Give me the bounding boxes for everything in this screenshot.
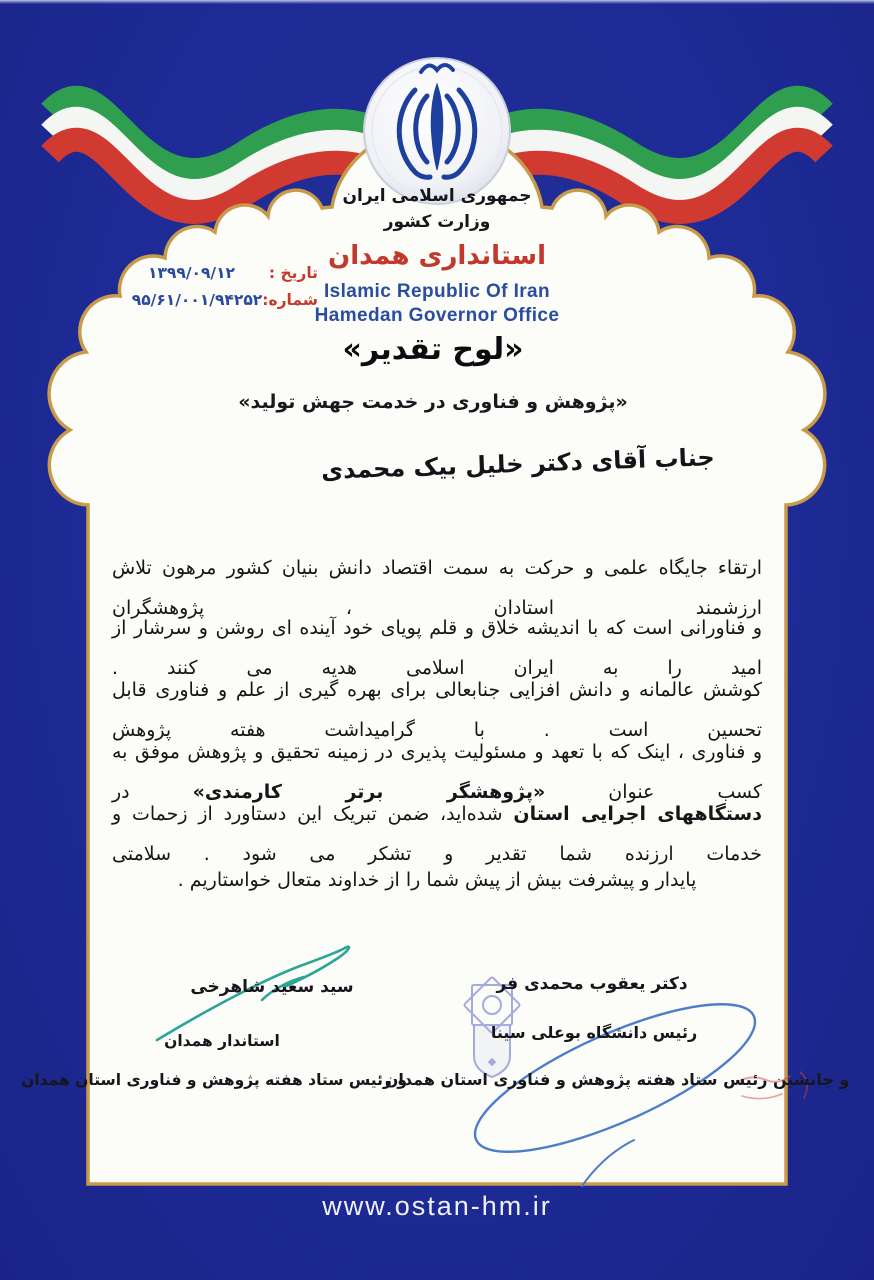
signatory-right-name: دکتر یعقوب محمدی فر bbox=[496, 974, 688, 994]
signatory-right-role-2: و جانشین رئیس ستاد هفته پژوهش و فناوری استان همدان bbox=[384, 1070, 850, 1089]
signatory-left-name: سید سعید شاهرخی bbox=[190, 977, 354, 997]
body-line-3: کوشش عالمانه و دانش افزایی جنابعالی برای بهره گیری از علم و فناوری قابل تحسین است . با گرامیداشت هفته پژوهش bbox=[112, 679, 762, 741]
signatory-left-role-1: استاندار همدان bbox=[164, 1032, 280, 1050]
date-value: ۱۳۹۹/۰۹/۱۲ bbox=[148, 264, 236, 282]
number-value: ۹۵/۶۱/۰۰۱/۹۴۲۵۲ bbox=[131, 291, 263, 309]
date-label: تاریخ : bbox=[268, 264, 318, 282]
date-row bbox=[148, 260, 318, 287]
iran-emblem-medallion bbox=[364, 58, 510, 204]
signatory-left-role-2: و رئیس ستاد هفته پژوهش و فناوری استان همدان bbox=[21, 1071, 407, 1089]
award-title-highlight: «پژوهشگر برتر کارمندی» bbox=[192, 781, 546, 803]
body-line-4-pre: و فناوری ، اینک که با تعهد و مسئولیت پذیری در زمینه تحقیق و پژوهش موفق به کسب عنوان bbox=[112, 741, 762, 803]
website-url: www.ostan-hm.ir bbox=[322, 1191, 552, 1221]
signatory-right-role-1: رئیس دانشگاه بوعلی سینا bbox=[490, 1023, 698, 1042]
body-line-6: پایدار و پیشرفت بیش از پیش شما را از خداوند متعال خواستاریم . bbox=[177, 869, 697, 891]
body-line-2: و فناورانی است که با اندیشه خلاق و قلم پویای خود آینده ای روشن و سرشار از امید را به ایران اسلامی هدیه می کنند . bbox=[112, 617, 762, 679]
scan-edge-artifact bbox=[0, 0, 874, 4]
certificate-slogan: «پژوهش و فناوری در خدمت جهش تولید» bbox=[238, 391, 628, 413]
governor-office-en: Hamedan Governor Office bbox=[314, 305, 560, 326]
number-row bbox=[131, 287, 318, 314]
country-name-en: Islamic Republic Of Iran bbox=[323, 281, 551, 302]
body-line-1: ارتقاء جایگاه علمی و حرکت به سمت اقتصاد دانش بنیان کشور مرهون تلاش ارزشمند استادان ، پژوهشگران bbox=[112, 557, 762, 619]
number-label: شماره: bbox=[262, 291, 318, 309]
governor-office-fa: استانداری همدان bbox=[328, 241, 546, 271]
recipient-name: جناب آقای دکتر خلیل بیک محمدی bbox=[320, 443, 716, 485]
ministry-name-fa: وزارت کشور bbox=[383, 212, 491, 232]
country-name-fa: جمهوری اسلامی ایران bbox=[342, 186, 532, 206]
body-line-4-post: در bbox=[112, 781, 193, 803]
certificate-title: «لوح تقدیر» bbox=[342, 332, 524, 367]
document-meta bbox=[131, 260, 318, 314]
body-line-5-rest: شده‌اید، ضمن تبریک این دستاورد از زحمات و خدمات ارزنده شما تقدیر و تشکر می شود . سلامتی bbox=[112, 803, 762, 865]
agencies-highlight: دستگاههای اجرایی استان bbox=[513, 803, 762, 825]
